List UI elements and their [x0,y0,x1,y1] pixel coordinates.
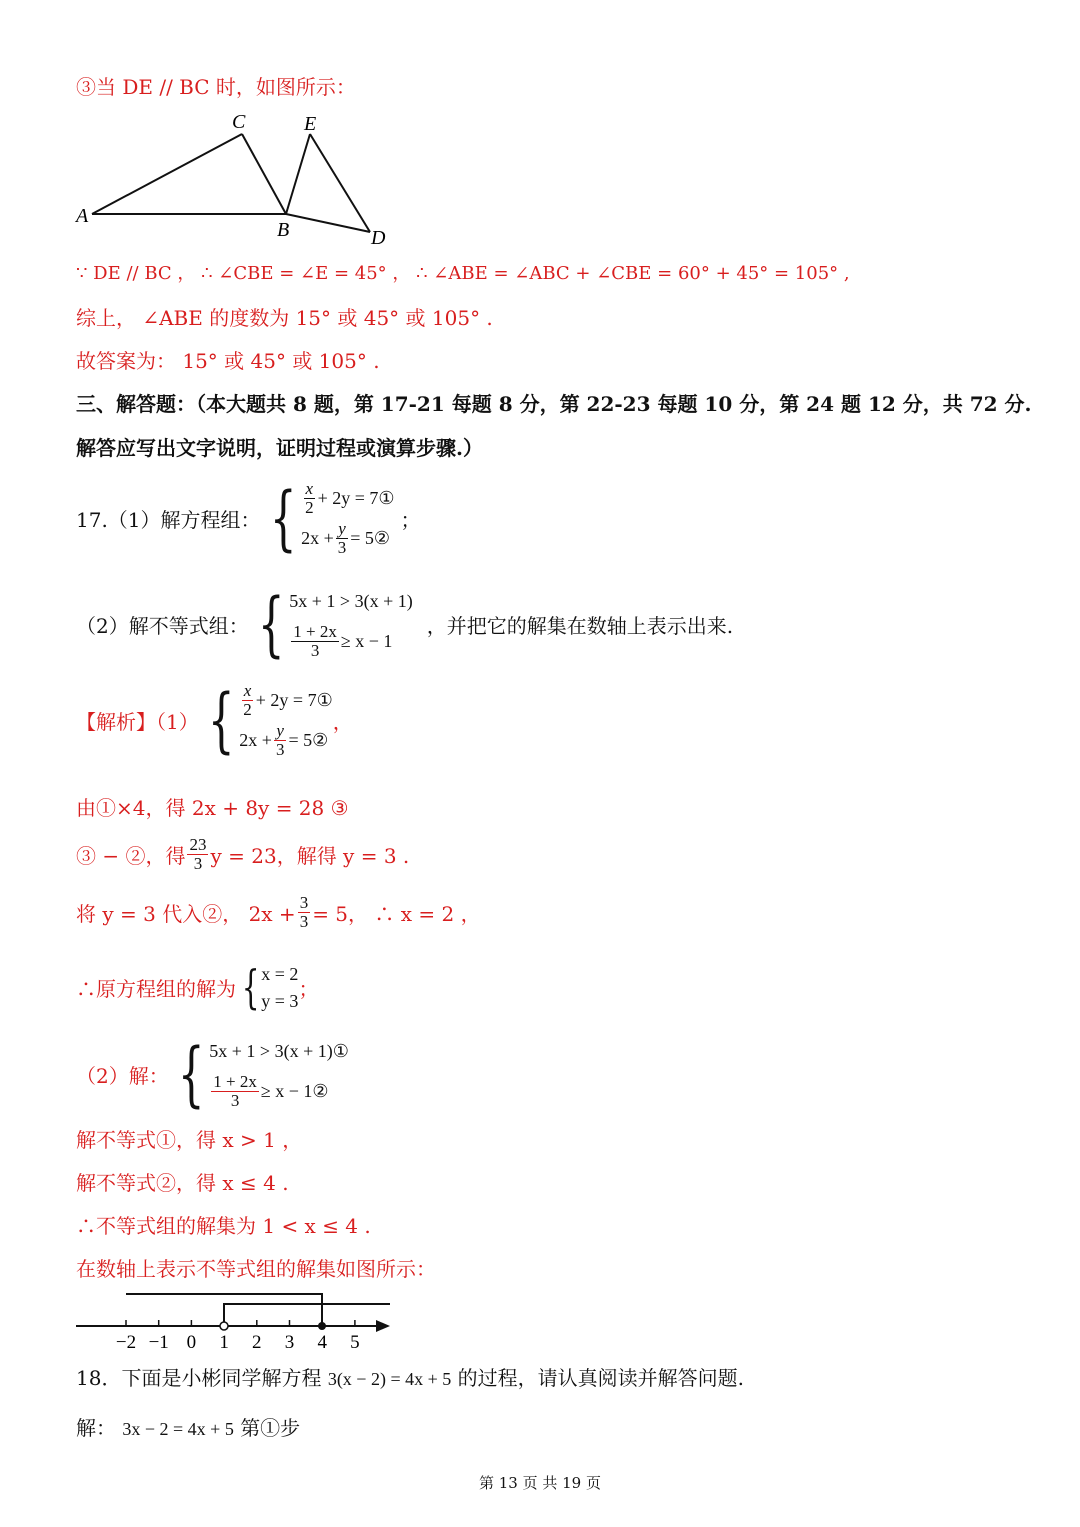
q18-step1-label: 解： [76,1416,116,1440]
q17-inequality-system [249,584,413,664]
solution-step3: 将 y = 3 代入②， 2x + $\frac{3}{3}$ = 5， ∴ x = 2 ， [76,893,481,931]
number-line-tick-label: 4 [317,1332,327,1353]
q17-part2 [76,584,733,664]
brace-icon: { [177,1033,205,1115]
section-heading-line2: 解答应写出文字说明，证明过程或演算步骤.） [76,436,483,460]
q17-eq1: $\frac{x}{2}$ + 2y = 7① [305,478,395,517]
solution-step3-post: = 5， ∴ x = 2 ， [312,902,481,926]
label-e: E [304,113,317,135]
q17-ineq2: $\frac{1 + 2x}{3}$ ≥ x − 1 [293,621,393,660]
q18-equation: 3(x − 2) = 4x + 5 [327,1369,452,1389]
solution-solve2: 解不等式②，得 x ≤ 4 . [76,1171,289,1195]
case3-heading: ③当 DE // BC 时，如图所示： [76,75,356,99]
open-point-1 [220,1322,228,1330]
q18-question [76,1364,744,1393]
q18-step1 [76,1414,300,1443]
solution-solve1: 解不等式①，得 x > 1 ， [76,1128,303,1152]
label-c: C [232,111,246,133]
number-line-tick-label: 0 [186,1332,197,1353]
solution-eq1-rest: + 2y = 7① [255,690,333,710]
solution-part1 [76,680,353,760]
q17-eq2-post: = 5② [350,528,391,548]
solution-step1: 由①×4，得 2x + 8y = 28 ③ [76,796,349,820]
solution-eq2-post: = 5② [288,730,329,750]
q18-step1-eq: 3x − 2 = 4x + 5 [122,1419,234,1439]
number-line-tick-label: 1 [219,1332,229,1353]
solution-result-pre: ∴原方程组的解为 [76,976,236,1001]
solution-step2-post: y = 23，解得 y = 3 . [210,844,410,868]
brace-icon: { [207,679,235,761]
brace-icon: { [257,583,285,665]
q18-text-post: 的过程，请认真阅读并解答问题. [457,1366,744,1390]
number-line-tick-label: 2 [252,1332,262,1353]
brace-icon: { [269,477,297,559]
solution-inequality-system [169,1034,349,1114]
q17-equation-system [261,478,395,558]
solution-comma: ， [332,709,353,734]
arrow-right-icon [376,1320,390,1332]
brace-icon: { [241,960,260,1014]
q17-eq2: 2x + $\frac{y}{3}$ = 5② [301,518,391,557]
q17-part1 [76,478,421,558]
solution-eq2-pre: 2x + [239,730,272,750]
number-line-tick-label: 5 [350,1332,360,1353]
solution-eq2: 2x + $\frac{y}{3}$ = 5② [239,720,329,759]
q17-eq2-pre: 2x + [301,528,334,548]
triangle-figure [70,108,400,248]
solution-step2: ③ − ②，得 $\frac{23}{3}$ y = 23，解得 y = 3 . [76,835,410,873]
q17-part2-label: （2）解不等式组： [76,613,249,638]
solution-result-system [236,960,298,1014]
segment-ac [92,134,242,214]
solution-ineq2-rest: ≥ x − 1② [260,1081,329,1102]
numberline-caption: 在数轴上表示不等式组的解集如图所示： [76,1257,436,1281]
solution-result-end: ； [298,976,319,1001]
segment-cb [242,134,286,214]
q18-text-pre: 18．下面是小彬同学解方程 [76,1366,322,1390]
closed-point-4 [318,1322,326,1330]
q18-step1-tag: 第①步 [240,1416,301,1440]
label-b: B [277,219,290,241]
label-a: A [76,205,89,227]
number-line-tick-label: −2 [115,1332,137,1353]
solution-equation-system [199,680,333,760]
q17-ineq2-rest: ≥ x − 1 [340,631,393,652]
q17-eq1-rest: + 2y = 7① [317,488,395,508]
solution-step2-pre: ③ − ②，得 [76,844,186,868]
solution-part2 [76,1034,349,1114]
label-d: D [371,227,386,248]
q17-ineq1: 5x + 1 > 3(x + 1) [289,591,413,612]
solution-ineq1: 5x + 1 > 3(x + 1)① [209,1041,349,1062]
reason-line: ∵ DE // BC ， ∴ ∠CBE = ∠E = 45° ， ∴ ∠ABE = ∠ABC + ∠CBE = 60° + 45° = 105° , [76,263,850,284]
solution-solveset: ∴不等式组的解集为 1 < x ≤ 4 . [76,1214,371,1238]
solution-eq1: $\frac{x}{2}$ + 2y = 7① [243,680,333,719]
number-line-tick-label: 3 [284,1332,295,1353]
page-footer: 第 13 页 共 19 页 [478,1474,601,1492]
q17-part2-tail: ，并把它的解集在数轴上表示出来. [426,613,734,638]
solution-label: 【解析】（1） [76,709,199,734]
number-line [70,1288,400,1358]
answer-line: 故答案为： 15° 或 45° 或 105° . [76,349,380,373]
solution-result-x: x = 2 [261,963,299,984]
solution-result [76,960,318,1014]
solution-bracket-lower [224,1304,390,1326]
solution-result-y: y = 3 [261,990,299,1011]
summary-line: 综上， ∠ABE 的度数为 15° 或 45° 或 105° . [76,306,493,330]
solution-part2-label: （2）解： [76,1063,169,1088]
q17-part1-label: 17.（1）解方程组： [76,507,261,532]
q17-part1-end: ； [400,507,421,532]
segment-ed [310,134,370,232]
segment-bd [286,214,370,232]
solution-step3-pre: 将 y = 3 代入②， 2x + [76,902,296,926]
section-heading-line1: 三、解答题：（本大题共 8 题，第 17-21 每题 8 分，第 22-23 每题 10 分，第 24 题 12 分，共 72 分. [76,392,1032,416]
solution-ineq2: $\frac{1 + 2x}{3}$ ≥ x − 1② [213,1071,329,1110]
number-line-tick-label: −1 [148,1332,169,1353]
segment-be [286,134,310,214]
